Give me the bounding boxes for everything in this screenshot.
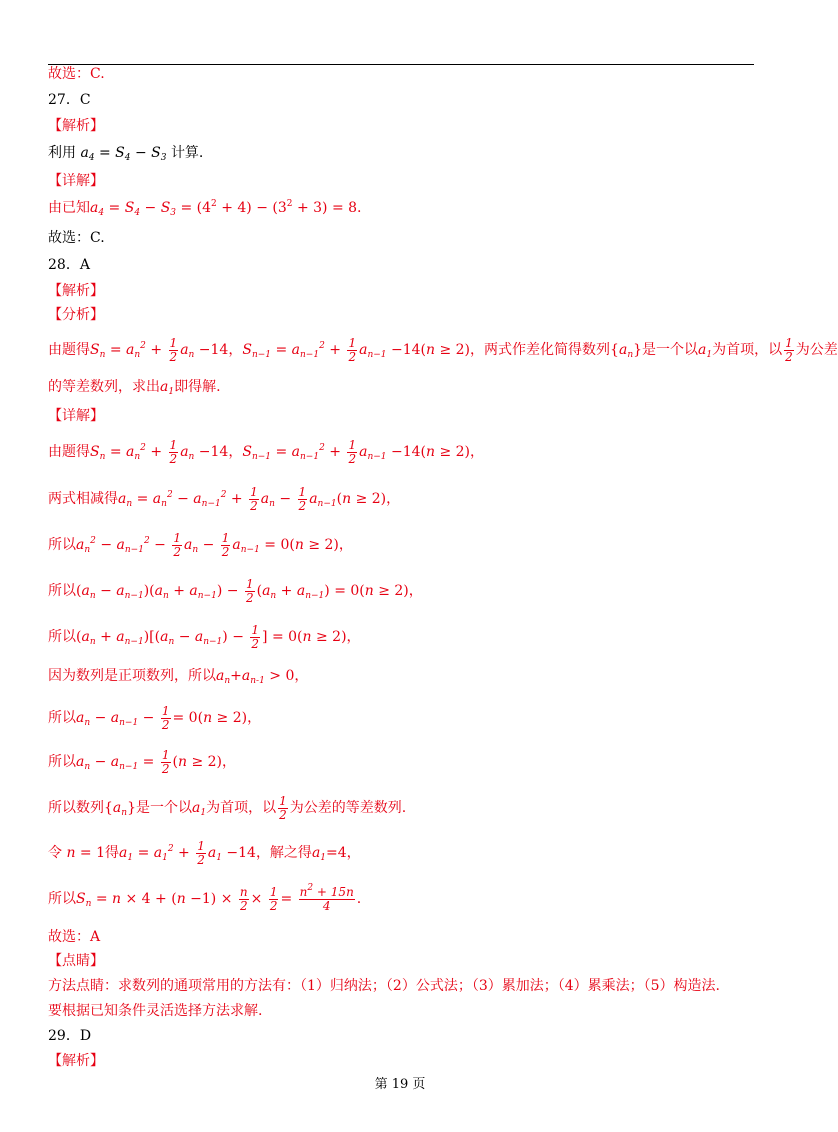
q28-answer: 故选：A	[48, 929, 101, 945]
q28-dianjing-line1: 方法点睛：求数列的通项常用的方法有：（1）归纳法；（2）公式法；（3）累加法；（4）累乘法；（5）构造法.	[48, 978, 720, 994]
q28-analysis-tag: 【解析】	[48, 283, 104, 299]
q28-analysis-line1: 由题得$S_n = a_n^2$ + $\frac{1}{2}$ $a_n -14$，$S_{n-1} = a_{n-1}^2$ + $\frac{1}{2}$ $a_{n-1} -14(n \ge 2)$，两式作差化简得数列$\{a_n\}$是一个以$a_1$为首项，以 $\frac{1}{2}$ 为公差	[48, 335, 838, 364]
q29-heading: 29．D	[48, 1028, 92, 1044]
q27-detail-tag: 【详解】	[48, 173, 104, 189]
page-number: 第 19 页	[374, 1077, 426, 1092]
q28-detail-line2: 两式相减得$a_n = a_n^2 - a_{n-1}^2$ + $\frac{1}{2}$ $a_n$ − $\frac{1}{2}$ $a_{n-1}(n \ge 2)$，	[48, 484, 401, 513]
q28-detail-line6: 因为数列是正项数列，所以$a_n+a_{n-1} > 0$，	[48, 668, 309, 686]
q28-detail-line8: 所以$a_n - a_{n-1}$ = $\frac{1}{2}$ (n ≥ 2)，	[48, 747, 236, 776]
q28-analysis-line2: 的等差数列，求出$a_1$即得解.	[48, 379, 221, 397]
q27-heading: 27．C	[48, 92, 91, 108]
q28-dianjing-line2: 要根据已知条件灵活选择方法求解.	[48, 1003, 263, 1019]
q27-analysis-tag: 【解析】	[48, 118, 104, 134]
q28-detail-tag: 【详解】	[48, 408, 104, 424]
header-rule	[48, 64, 754, 65]
q28-detail-line9: 所以数列$\{a_n\}$是一个以$a_1$为首项，以 $\frac{1}{2}$ 为公差的等差数列.	[48, 793, 407, 822]
q29-analysis-tag: 【解析】	[48, 1053, 104, 1069]
q28-fenxi-tag: 【分析】	[48, 307, 104, 323]
q27-answer: 故选：C.	[48, 230, 105, 246]
q28-detail-line1: 由题得$S_n = a_n^2$ + $\frac{1}{2}$ $a_n -14$，$S_{n-1} = a_{n-1}^2$ + $\frac{1}{2}$ $a_{n-1} -14(n \ge 2)$，	[48, 437, 485, 466]
q28-heading: 28．A	[48, 257, 90, 273]
q28-detail-line3: 所以$a_n^2 - a_{n-1}^2$ − $\frac{1}{2}$ $a_n$ − $\frac{1}{2}$ $a_{n-1} = 0(n \ge 2)$，	[48, 530, 353, 559]
q28-dianjing-tag: 【点睛】	[48, 953, 104, 969]
q28-detail-line11: 所以$S_n = n \times 4 + (n -1)$ × $\frac{n}{2}$ × $\frac{1}{2}$ = $\frac{n^2 + 15n}{4}$ .	[48, 882, 362, 913]
q27-hint: 利用 $a_4 = S_4 - S_3$ 计算.	[48, 145, 204, 163]
q28-detail-line4: 所以$(a_n - a_{n-1})(a_n + a_{n-1})$ − $\frac{1}{2}$ $(a_n + a_{n-1}) = 0(n \ge 2)$，	[48, 576, 423, 605]
q28-detail-line7: 所以$a_n - a_{n-1}$ − $\frac{1}{2}$ = 0(n ≥ 2)，	[48, 703, 262, 732]
q27-calculation: 由已知$a_4 = S_4 - S_3 = (4^2 + 4) - (3^2 + 3) = 8$.	[48, 199, 362, 218]
q28-detail-line10: 令 n = 1得$a_1 = a_1^2$ + $\frac{1}{2}$ $a_1 -14$，解之得$a_1=4$，	[48, 838, 361, 867]
q28-detail-line5: 所以$(a_n + a_{n-1})[(a_n - a_{n-1})$ − $\frac{1}{2}$ ] = 0(n ≥ 2)，	[48, 622, 361, 651]
q26-answer: 故选：C.	[48, 66, 105, 82]
